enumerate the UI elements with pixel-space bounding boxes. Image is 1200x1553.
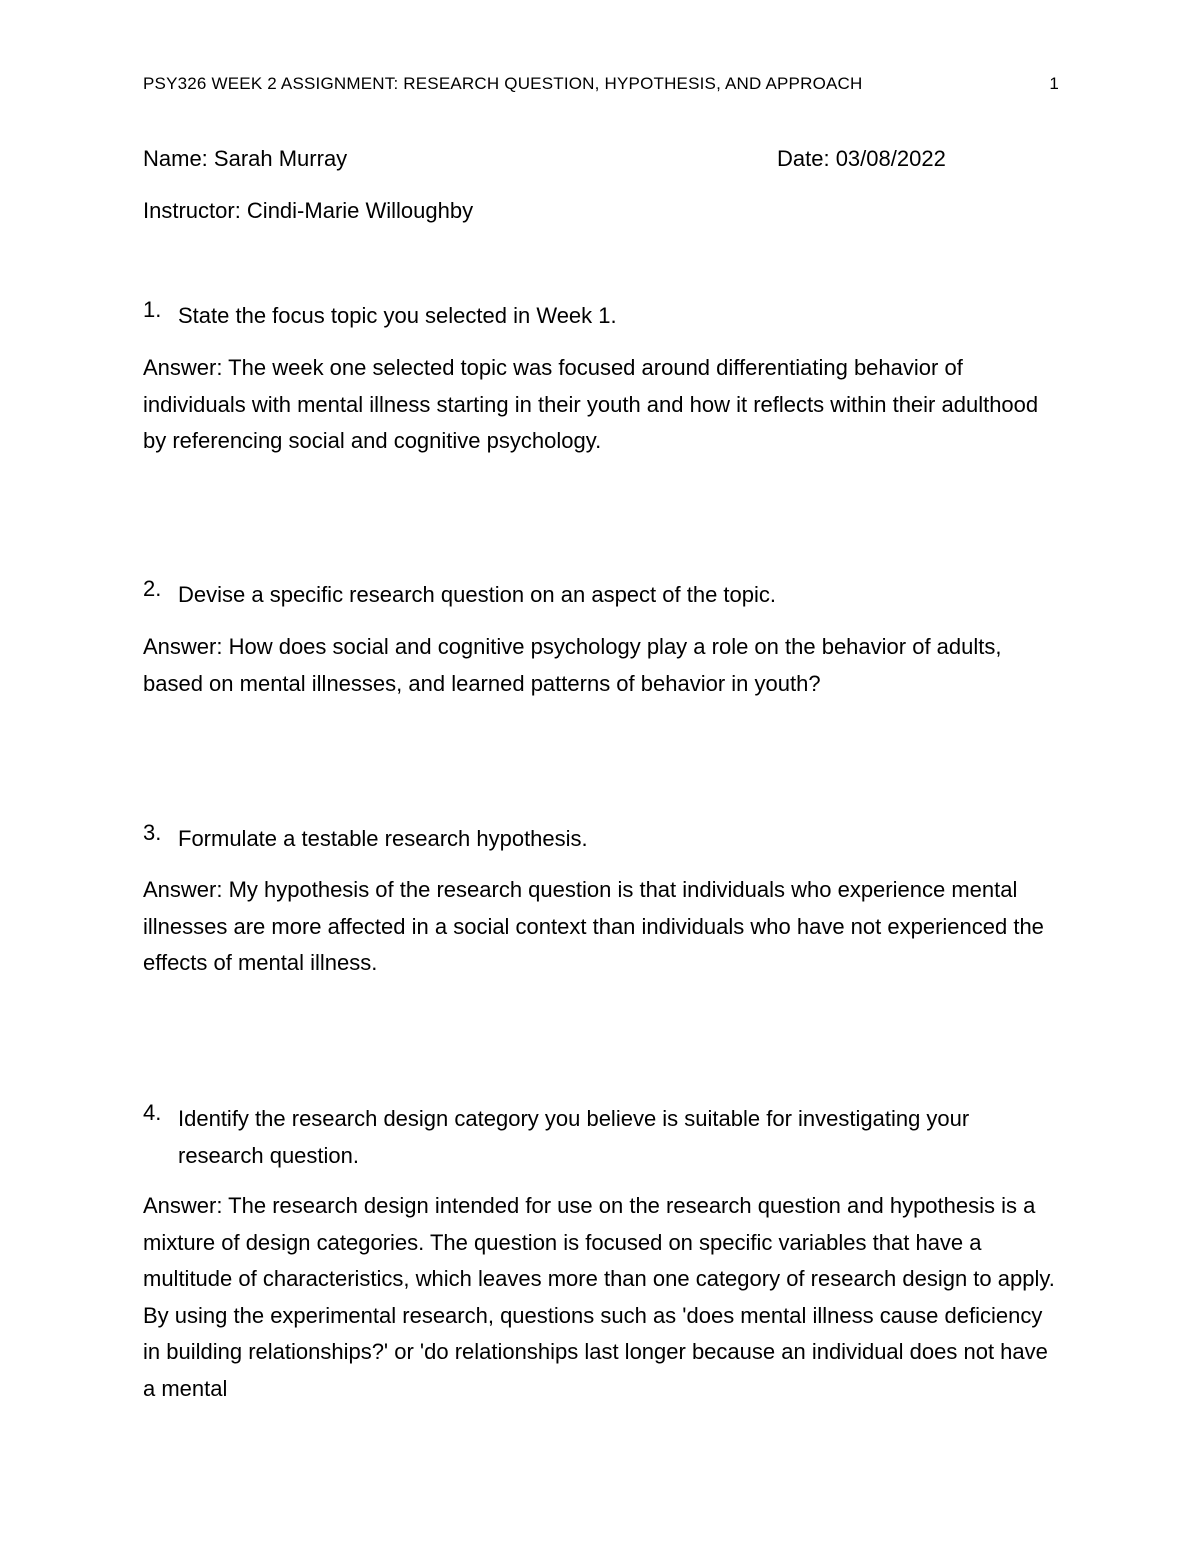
question-4 xyxy=(143,1100,1043,1174)
page-number: 1 xyxy=(1049,74,1059,93)
question-prompt: State the focus topic you selected in Week 1. xyxy=(178,303,617,328)
student-name: Name: Sarah Murray xyxy=(143,146,348,171)
question-prompt: Devise a specific research question on an aspect of the topic. xyxy=(178,582,777,607)
question-prompt: Identify the research design category you believe is suitable for investigating your research question. xyxy=(178,1106,970,1168)
answer-3: Answer: My hypothesis of the research question is that individuals who experience mental illnesses are more affected in a social context than individuals who have not experienced the effects of mental illness. xyxy=(143,877,1044,975)
question-number: 3. xyxy=(143,820,162,845)
question-number: 1. xyxy=(143,297,162,322)
assignment-date: Date: 03/08/2022 xyxy=(777,146,946,171)
header-title: PSY326 WEEK 2 ASSIGNMENT: RESEARCH QUESTION, HYPOTHESIS, AND APPROACH xyxy=(143,74,863,93)
instructor-name: Instructor: Cindi-Marie Willoughby xyxy=(143,198,474,223)
question-1 xyxy=(143,297,1043,334)
question-prompt: Formulate a testable research hypothesis. xyxy=(178,826,588,851)
running-header xyxy=(143,74,1059,94)
question-2 xyxy=(143,576,1043,613)
question-number: 4. xyxy=(143,1100,162,1125)
answer-1: Answer: The week one selected topic was focused around differentiating behavior of individuals with mental illness starting in their youth and how it reflects within their adulthood by referencing social and cognitive psychology. xyxy=(143,355,1039,453)
answer-4: Answer: The research design intended for use on the research question and hypothesis is a mixture of design categories. The question is focused on specific variables that have a multitude of characteristics, which leaves more than one category of research design to apply. By using the experimental research, questions such as 'does mental illness cause deficiency in building relationships?' or 'do relationships last longer because an individual does not have a mental xyxy=(143,1193,1055,1401)
question-number: 2. xyxy=(143,576,162,601)
answer-2: Answer: How does social and cognitive psychology play a role on the behavior of adults, based on mental illnesses, and learned patterns of behavior in youth? xyxy=(143,634,1002,696)
question-3 xyxy=(143,820,1043,857)
